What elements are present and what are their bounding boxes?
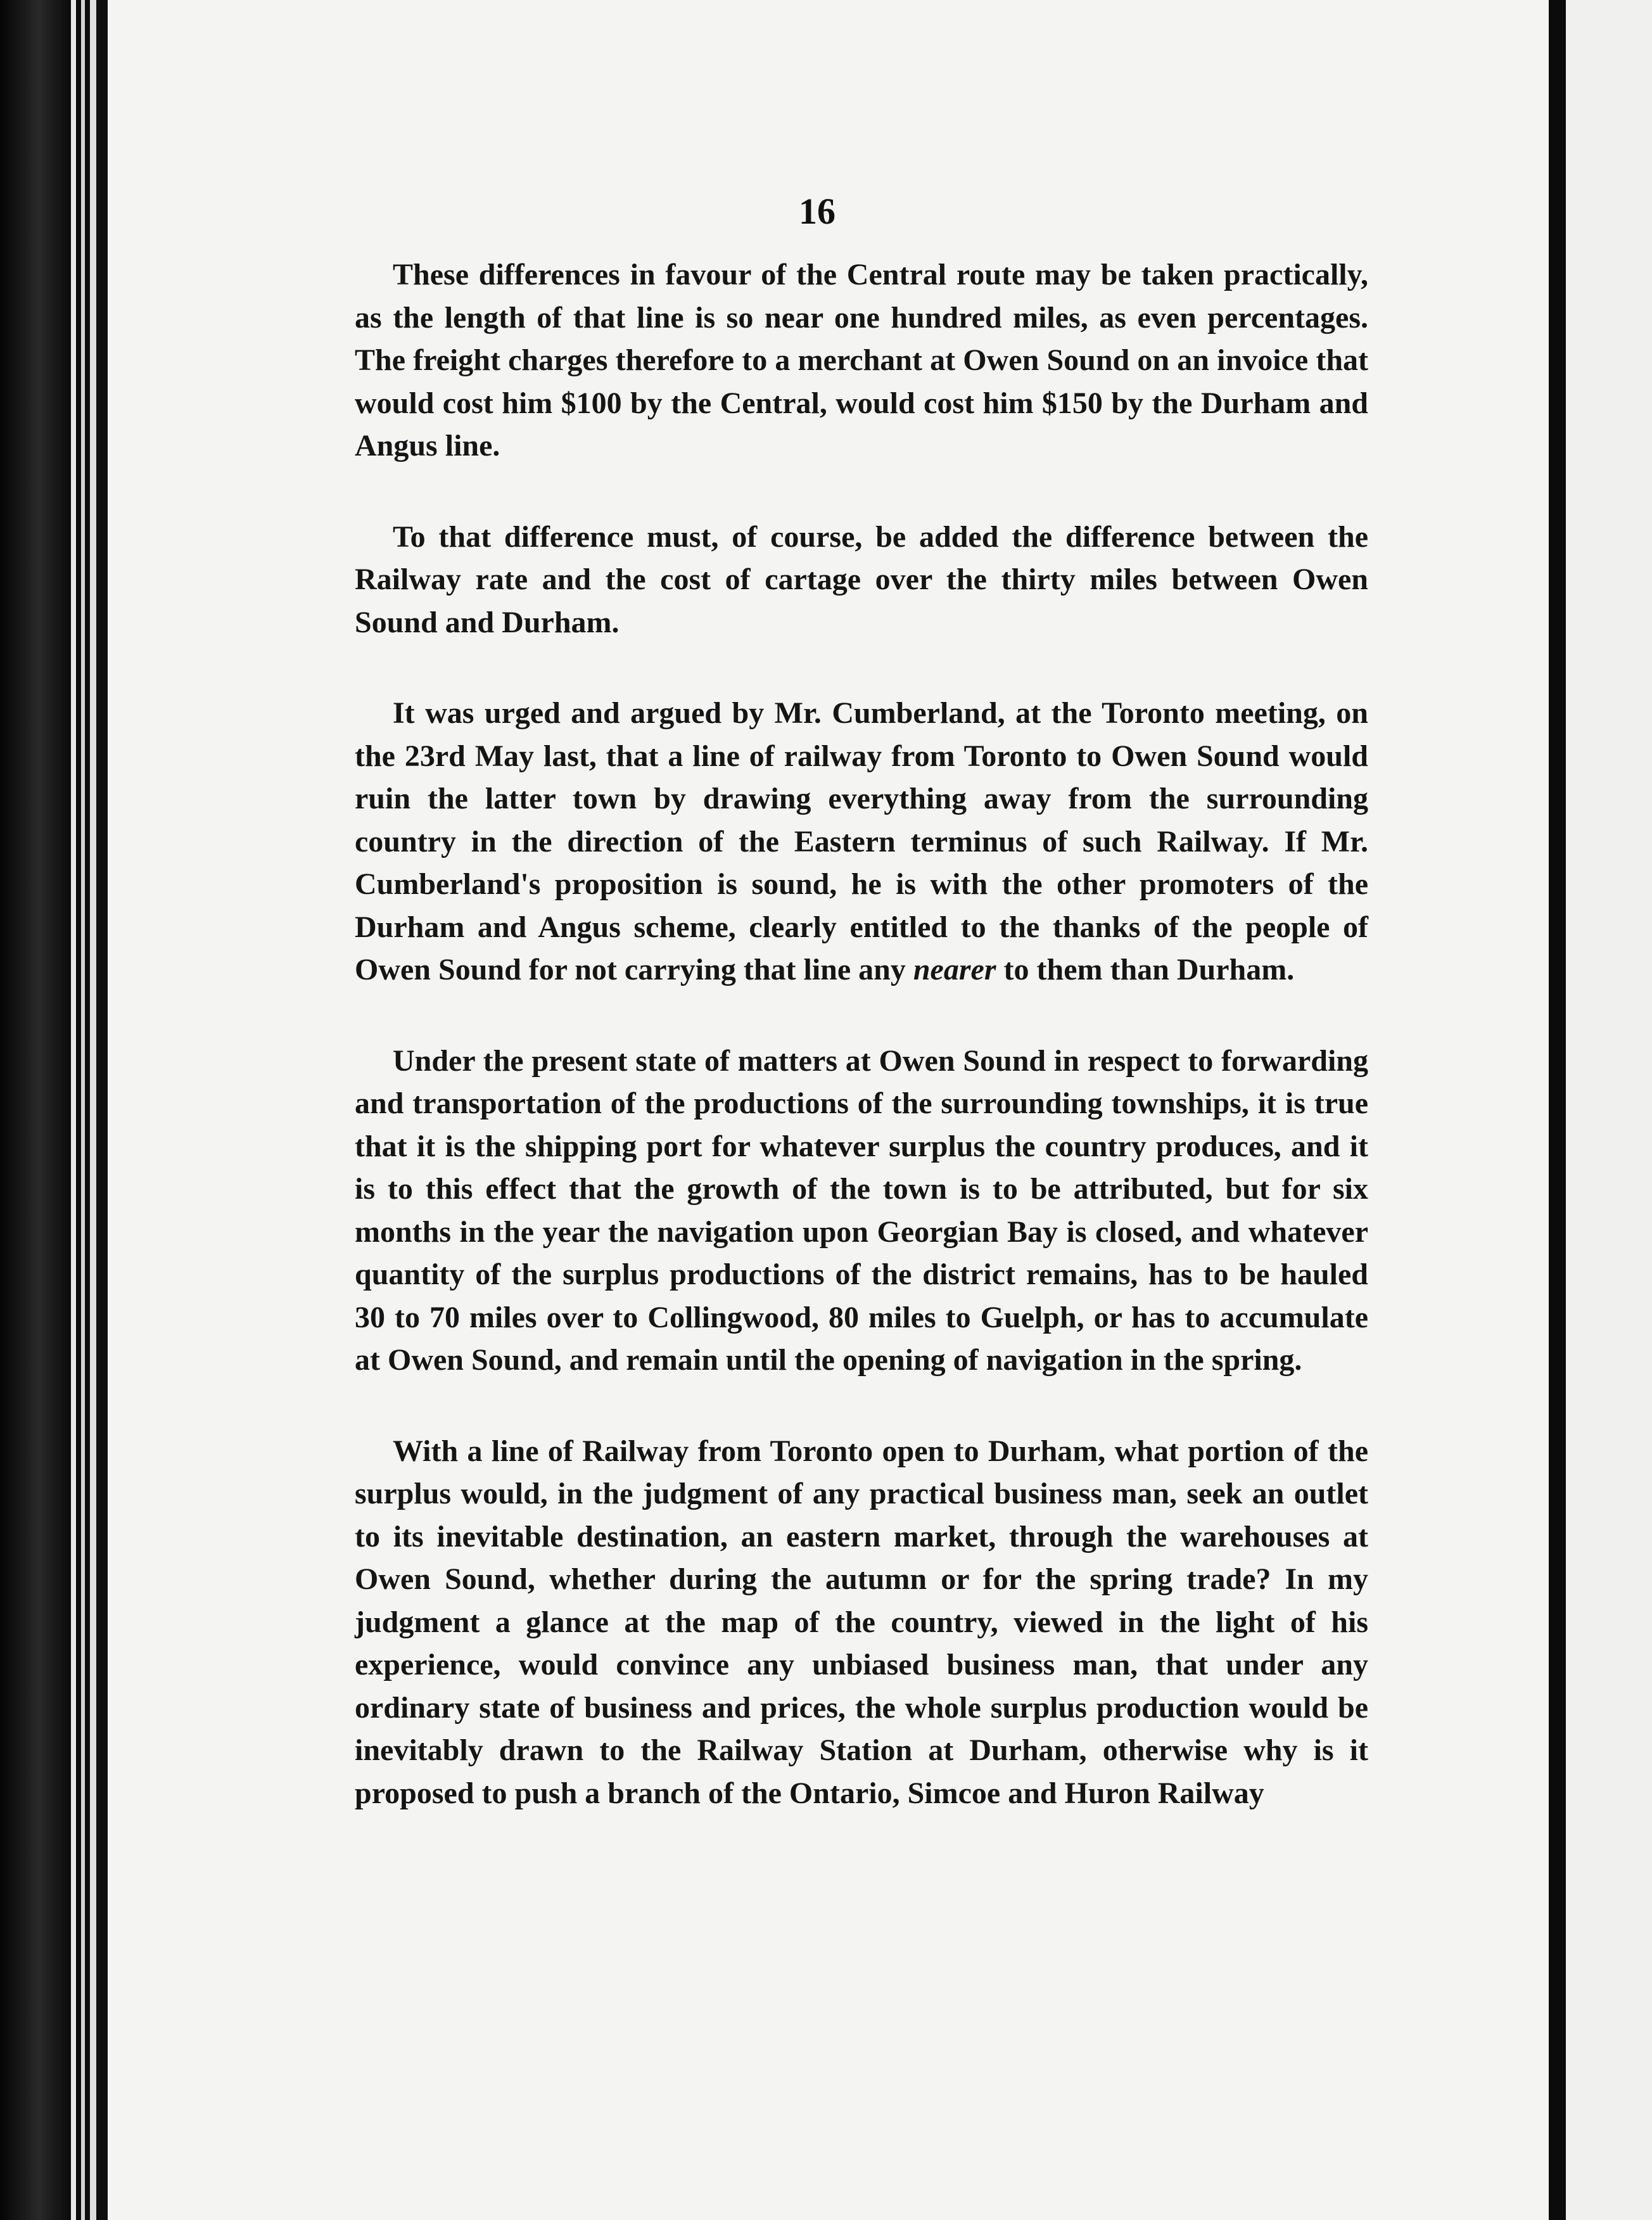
paragraph-2: To that difference must, of course, be added the difference between the Railway rate and the cost of cartage over the thirty miles between Owen Sound and Durham. — [355, 520, 1368, 639]
paragraph-5: With a line of Railway from Toronto open to Durham, what portion of the surplus would, in the judgment of any practical business man, seek an outlet to its inevitable destination, an eastern market, through the warehouses at Owen Sound, whether during the autumn or for the spring trade? In my judgment a glance at the map of the country, viewed in the light of his experience, would convince any unbiased business man, that under any ordinary state of business and prices, the whole surplus production would be inevitably drawn to the Railway Station at Durham, otherwise why is it proposed to push a branch of the Ontario, Simcoe and Huron Railway — [355, 1434, 1368, 1810]
paragraph-3 — [355, 692, 1368, 992]
emphasized-word: nearer — [913, 953, 996, 986]
page-edge — [90, 0, 96, 2220]
paragraph-3-text-end: to them than Durham. — [996, 953, 1295, 986]
book-binding — [0, 0, 70, 2220]
page-edge — [71, 0, 76, 2220]
body-text — [355, 253, 1368, 1815]
paragraph-1: These differences in favour of the Central route may be taken practically, as the length of that line is so near one hundred miles, as even percentages. The freight charges therefore to a merchant at Owen Sound on an invoice that would cost him $100 by the Central, would cost him $150 by the Durham and Angus line. — [355, 258, 1368, 462]
paragraph-4: Under the present state of matters at Owen Sound in respect to forwarding and transportation of the productions of the surrounding townships, it is true that it is the shipping port for whatever surplus the country produces, and it is to this effect that the growth of the town is to be attributed, but for six months in the year the navigation upon Georgian Bay is closed, and whatever quantity of the surplus productions of the district remains, has to be hauled 30 to 70 miles over to Collingwood, 80 miles to Guelph, or has to accumulate at Owen Sound, and remain until the opening of navigation in the spring. — [355, 1043, 1368, 1377]
page-edge — [81, 0, 85, 2220]
facing-page-edge — [1566, 0, 1652, 2220]
paragraph-3-text: It was urged and argued by Mr. Cumberland, at the Toronto meeting, on the 23rd May last, that a line of railway from Toronto to Owen Sound would ruin the latter town by drawing everything away from the surrounding country in the direction of the Eastern terminus of such Railway. If Mr. Cumberland's proposition is sound, he is with the other promoters of the Durham and Angus scheme, clearly entitled to the thanks of the people of Owen Sound for not carrying that line any — [355, 696, 1368, 986]
page-number: 16 — [799, 191, 836, 232]
